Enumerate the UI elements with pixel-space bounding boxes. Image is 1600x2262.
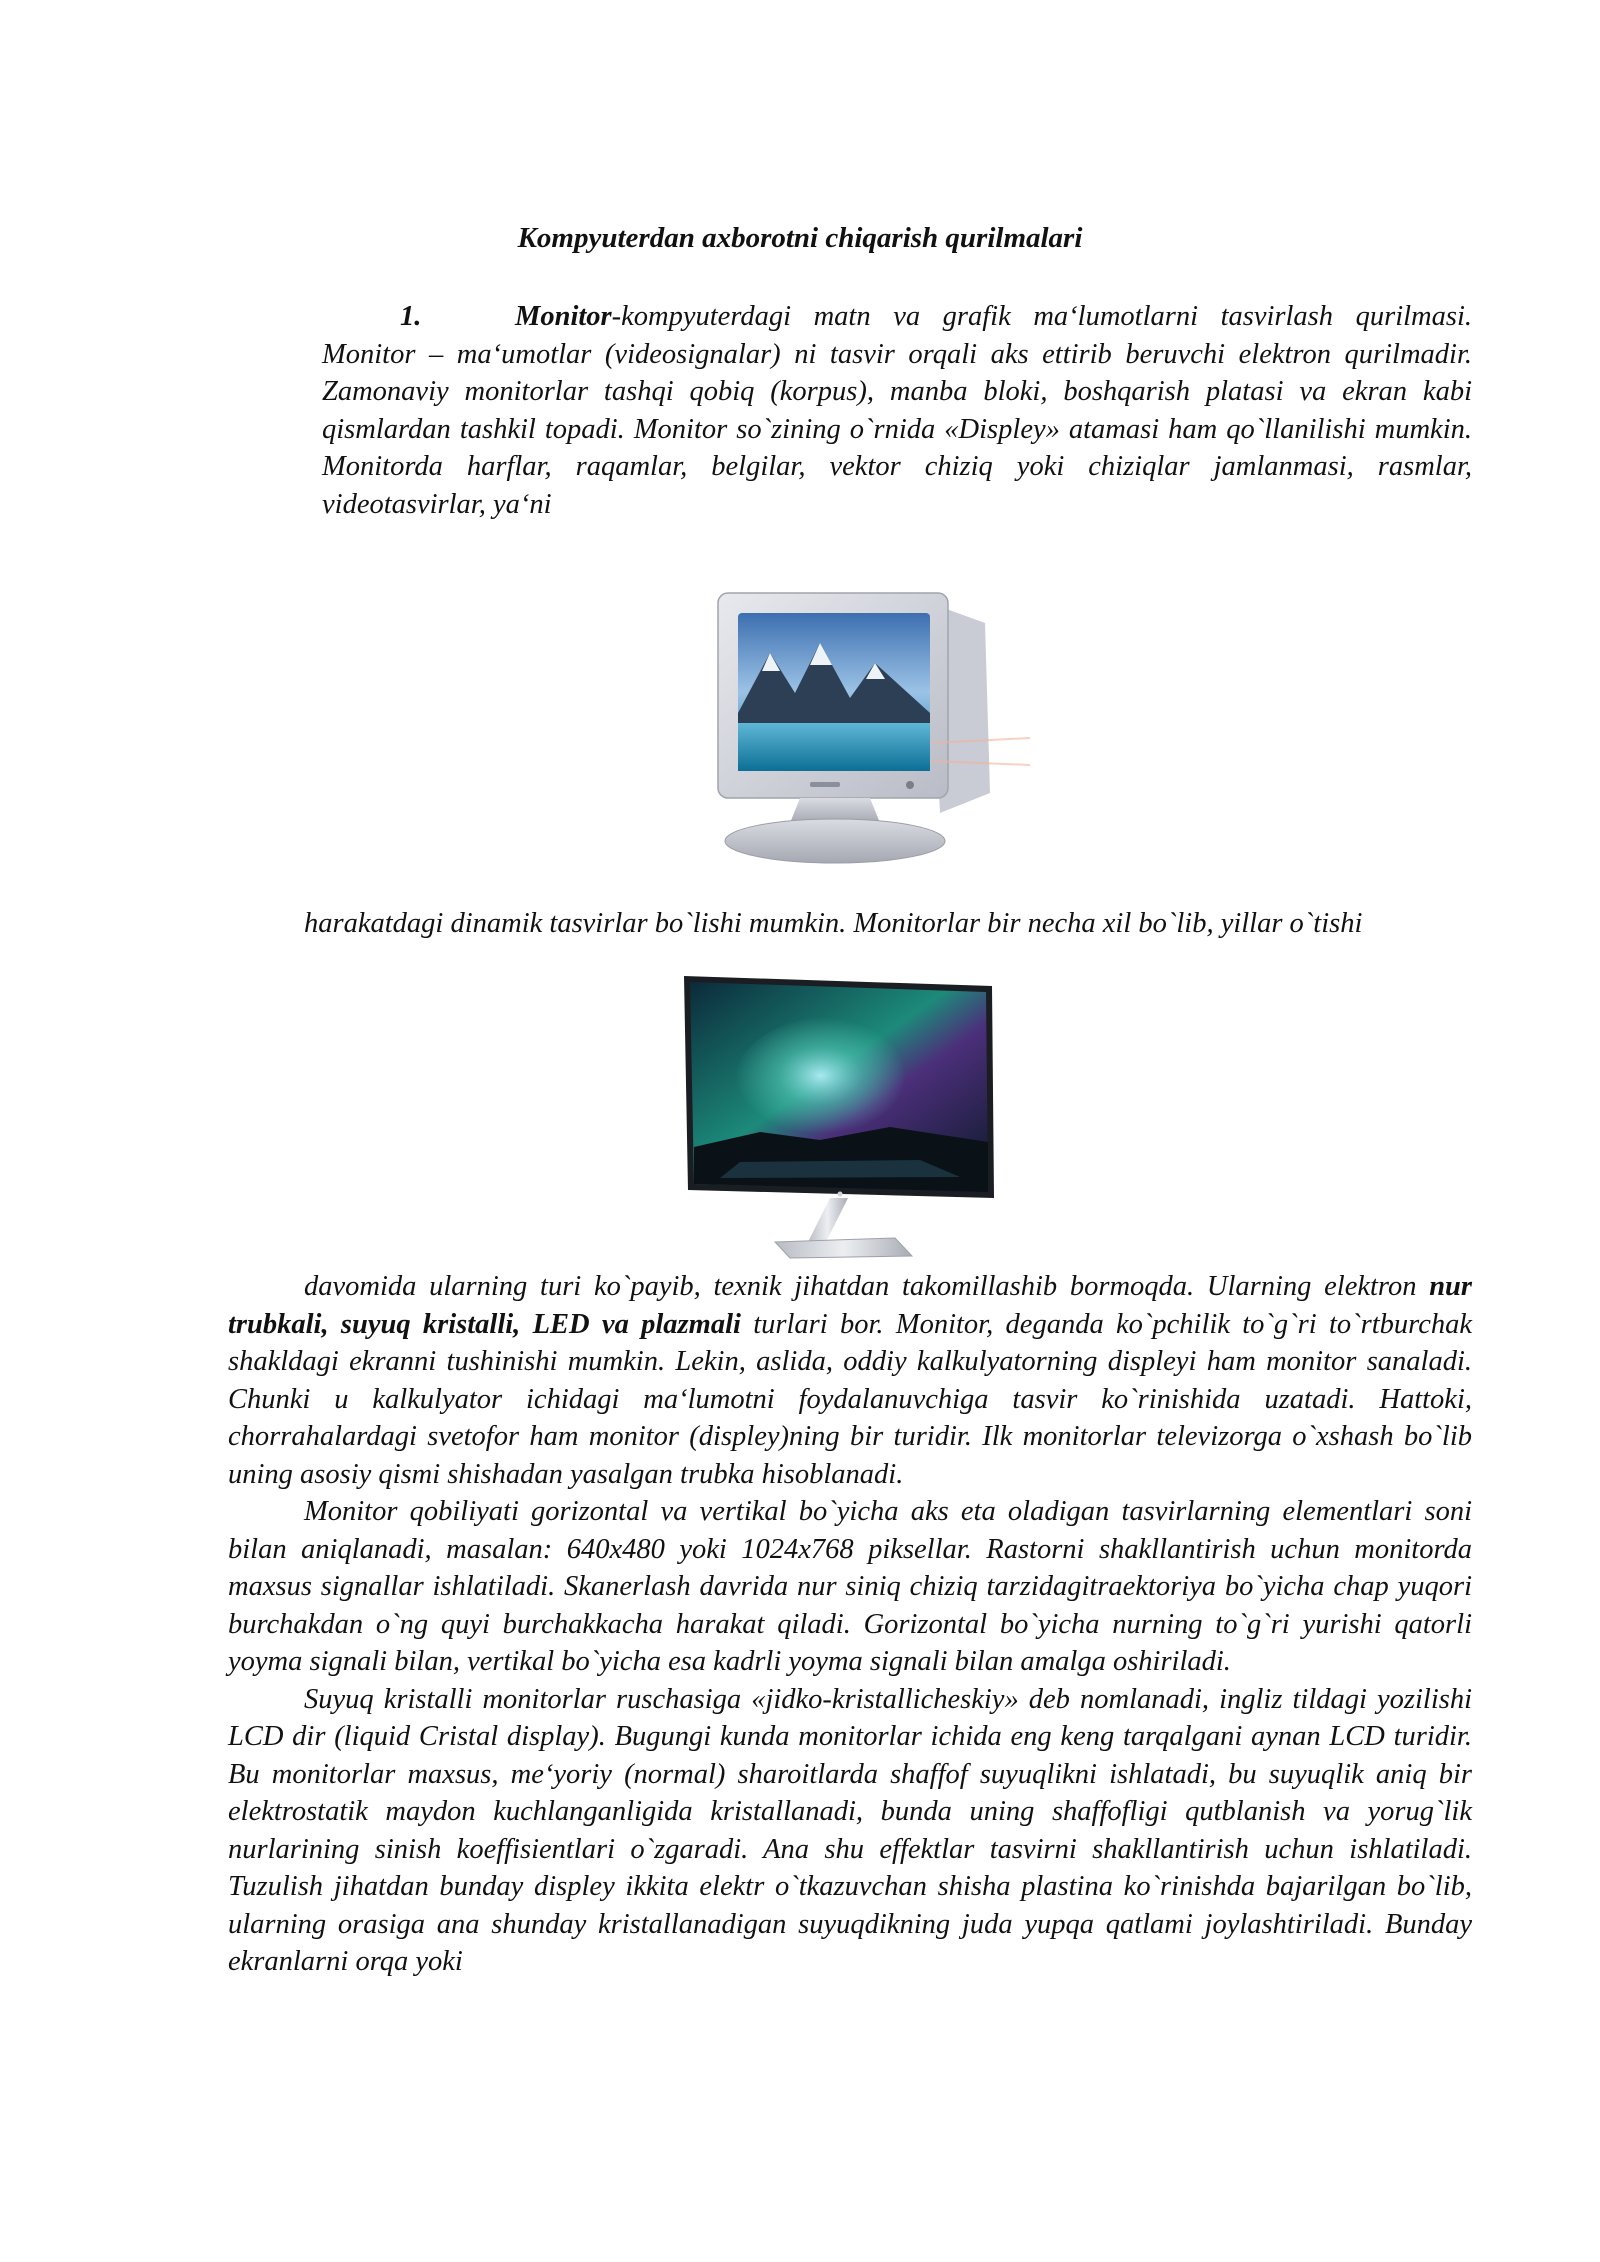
section-monitor-details bbox=[228, 1268, 1472, 1981]
crt-monitor-image bbox=[700, 583, 1040, 873]
paragraph-monitor-kinds bbox=[228, 1268, 1472, 1493]
paragraph-monitor-types: harakatdagi dinamik tasvirlar bo`lishi mumkin. Monitorlar bir necha xil bo`lib, yillar o`tishi bbox=[304, 908, 1363, 939]
paragraph-text: turlari bor. Monitor, deganda ko`pchilik to`g`ri to`rtburchak shakldagi ekranni tushinishi mumkin. Lekin, aslida, oddiy kalkulyatorning displeyi ham monitor sanaladi. Chunki u kalkulyator ichidagi ma‘lumotni foydalanuvchiga tasvir ko`rinishida uzatadi. Hattoki, chorrahalardagi svetofor ham monitor (displey)ning bir turidir. Ilk monitorlar televizorga o`xshash bo`lib uning asosiy qismi shishadan yasalgan trubka hisoblanadi. bbox=[228, 1308, 1472, 1490]
led-monitor-image bbox=[680, 972, 1000, 1260]
monitor-types-highlight: nur trubkali, suyuq kristalli, LED va plazmali bbox=[228, 1271, 1472, 1340]
paragraph-monitor-definition bbox=[322, 298, 1472, 523]
paragraph-lcd-monitors: Suyuq kristalli monitorlar ruschasiga «jidko-kristallicheskiy» deb nomlanadi, ingliz tildagi yozilishi LCD dir (liquid Cristal display). Bugungi kunda monitorlar ichida eng keng tarqalgani aynan LCD turidir. Bu monitorlar maxsus, me‘yoriy (normal) sharoitlarda shaffof suyuqlikni ishlatadi, bu suyuqlik aniq bir elektrostatik maydon kuchlanganligida kristallanadi, bunda uning shaffofligi qutblanish va yorug`lik nurlarining sinish koeffisientlari o`zgaradi. Ana shu effektlar tasvirni shakllantirish uchun ishlatiladi. Tuzulish jihatdan bunday displey ikkita elektr o`tkazuvchan shisha plastina ko`rinishda bajarilgan bo`lib, ularning orasiga ana shunday kristallanadigan suyuqdikning juda yupqa qatlami joylashtiriladi. Bunday ekranlarni orqa yoki bbox=[228, 1683, 1472, 1977]
paragraph-monitor-resolution: Monitor qobiliyati gorizontal va vertikal bo`yicha aks eta oladigan tasvirlarning elementlari soni bilan aniqlanadi, masalan: 640x480 yoki 1024x768 piksellar. Rastorni shakllantirish uchun monitorda maxsus signallar ishlatiladi. Skanerlash davrida nur siniq chiziq tarzidagitraektoriya bo`yicha chap yuqori burchakdan o`ng quyi burchakkacha harakat qiladi. Gorizontal bo`yicha nurning to`g`ri yurishi qatorli yoyma signali bilan, vertikal bo`yicha esa kadrli yoyma signali bilan amalga oshiriladi. bbox=[228, 1496, 1472, 1677]
page-title: Kompyuterdan axborotni chiqarish qurilmalari bbox=[517, 222, 1083, 254]
term-monitor: Monitor bbox=[515, 301, 612, 332]
list-number: 1. bbox=[400, 301, 422, 332]
paragraph-text: davomida ularning turi ko`payib, texnik jihatdan takomillashib bormoqda. Ularning elektron bbox=[304, 1271, 1430, 1302]
paragraph-text: -kompyuterdagi matn va grafik ma‘lumotlarni tasvirlash qurilmasi. Monitor – ma‘umotlar (videosignalar) ni tasvir orqali aks ettirib beruvchi elektron qurilmadir. Zamonaviy monitorlar tashqi qobiq (korpus), manba bloki, boshqarish platasi va ekran kabi qismlardan tashkil topadi. Monitor so`zining o`rnida «Displey» atamasi ham qo`llanilishi mumkin. Monitorda harflar, raqamlar, belgilar, vektor chiziq yoki chiziqlar jamlanmasi, rasmlar, videotasvirlar, ya‘ni bbox=[322, 301, 1472, 520]
